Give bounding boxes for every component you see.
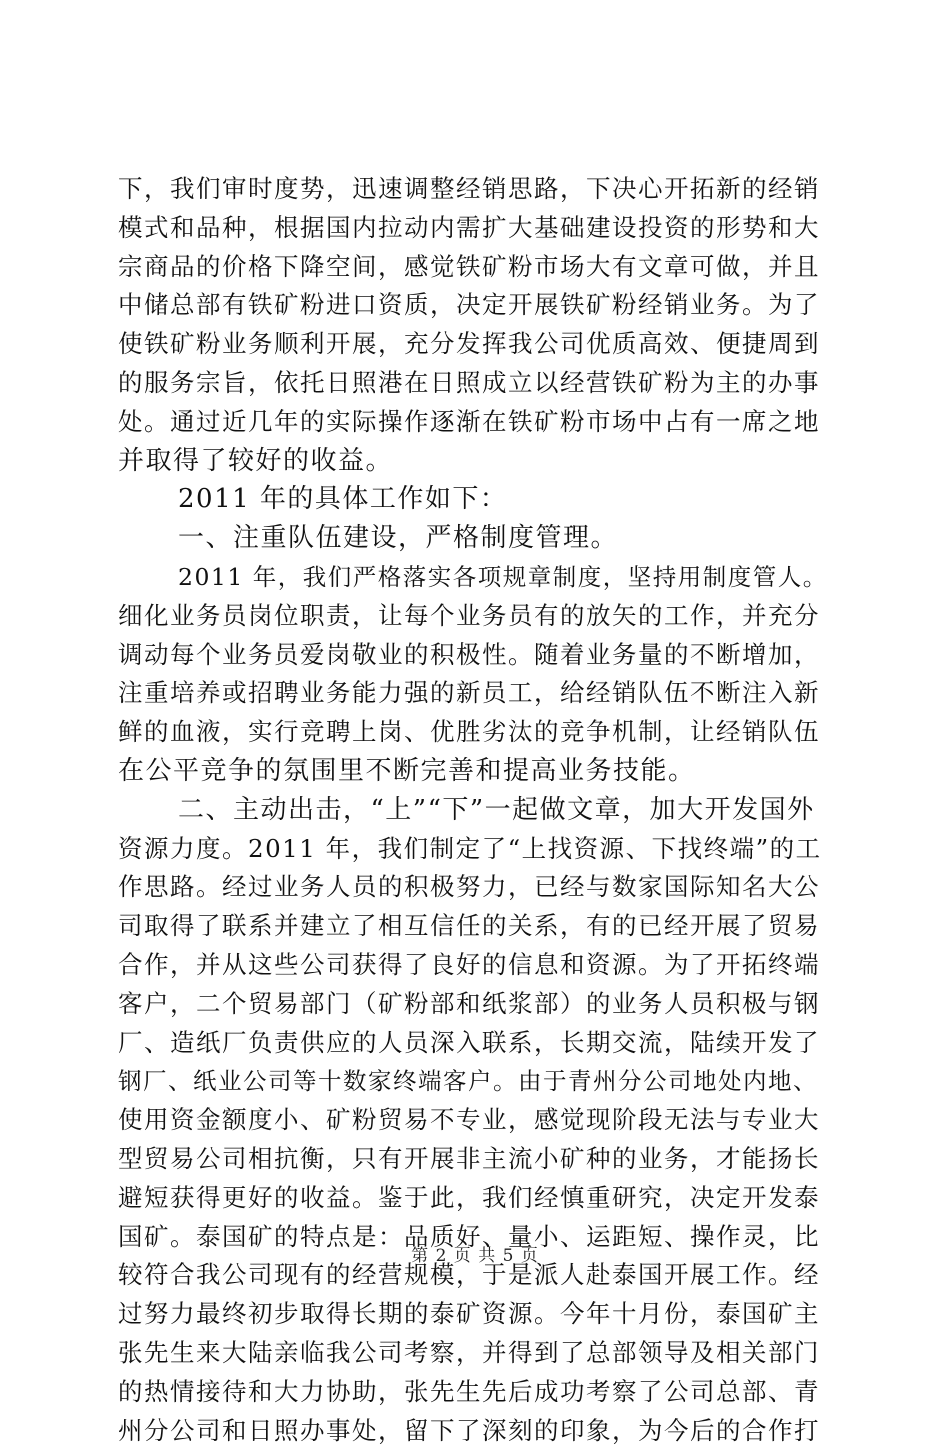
text-line: 钢厂、纸业公司等十数家终端客户。由于青州分公司地处内地、 xyxy=(118,1062,828,1101)
text-line: 使用资金额度小、矿粉贸易不专业，感觉现阶段无法与专业大 xyxy=(118,1101,828,1140)
text-line: 处。通过近几年的实际操作逐渐在铁矿粉市场中占有一席之地 xyxy=(118,403,828,442)
text-line: 二、主动出击，“上”“下”一起做文章，加大开发国外 xyxy=(118,791,828,830)
text-line: 作思路。经过业务人员的积极努力，已经与数家国际知名大公 xyxy=(118,868,828,907)
text-line: 的热情接待和大力协助，张先生先后成功考察了公司总部、青 xyxy=(118,1373,828,1412)
text-line: 张先生来大陆亲临我公司考察，并得到了总部领导及相关部门 xyxy=(118,1334,828,1373)
text-line: 的服务宗旨，依托日照港在日照成立以经营铁矿粉为主的办事 xyxy=(118,364,828,403)
text-line: 宗商品的价格下降空间，感觉铁矿粉市场大有文章可做，并且 xyxy=(118,248,828,287)
text-line: 客户，二个贸易部门（矿粉部和纸浆部）的业务人员积极与钢 xyxy=(118,985,828,1024)
text-line: 使铁矿粉业务顺利开展，充分发挥我公司优质高效、便捷周到 xyxy=(118,325,828,364)
text-line: 型贸易公司相抗衡，只有开展非主流小矿种的业务，才能扬长 xyxy=(118,1140,828,1179)
text-line: 下，我们审时度势，迅速调整经销思路，下决心开拓新的经销 xyxy=(118,170,828,209)
text-line: 州分公司和日照办事处，留下了深刻的印象，为今后的合作打 xyxy=(118,1412,828,1450)
text-line: 一、注重队伍建设，严格制度管理。 xyxy=(118,519,828,558)
text-line: 2011 年，我们严格落实各项规章制度，坚持用制度管人。 xyxy=(118,558,828,597)
text-line: 避短获得更好的收益。鉴于此，我们经慎重研究，决定开发泰 xyxy=(118,1179,828,1218)
text-line: 注重培养或招聘业务能力强的新员工，给经销队伍不断注入新 xyxy=(118,674,828,713)
text-line: 鲜的血液，实行竞聘上岗、优胜劣汰的竞争机制，让经销队伍 xyxy=(118,713,828,752)
text-line: 司取得了联系并建立了相互信任的关系，有的已经开展了贸易 xyxy=(118,907,828,946)
text-line: 模式和品种，根据国内拉动内需扩大基础建设投资的形势和大 xyxy=(118,209,828,248)
text-line: 较符合我公司现有的经营规模，于是派人赴泰国开展工作。经 xyxy=(118,1256,828,1295)
text-line: 在公平竞争的氛围里不断完善和提高业务技能。 xyxy=(118,752,828,791)
text-line: 2011 年的具体工作如下： xyxy=(118,480,828,519)
text-line: 国矿。泰国矿的特点是：品质好、量小、运距短、操作灵，比 xyxy=(118,1218,828,1257)
text-line: 中储总部有铁矿粉进口资质，决定开展铁矿粉经销业务。为了 xyxy=(118,286,828,325)
text-line: 资源力度。2011 年，我们制定了“上找资源、下找终端”的工 xyxy=(118,830,828,869)
text-line: 并取得了较好的收益。 xyxy=(118,442,828,481)
text-line: 细化业务员岗位职责，让每个业务员有的放矢的工作，并充分 xyxy=(118,597,828,636)
text-line: 过努力最终初步取得长期的泰矿资源。今年十月份，泰国矿主 xyxy=(118,1295,828,1334)
text-line: 厂、造纸厂负责供应的人员深入联系，长期交流，陆续开发了 xyxy=(118,1024,828,1063)
text-line: 合作，并从这些公司获得了良好的信息和资源。为了开拓终端 xyxy=(118,946,828,985)
text-line: 调动每个业务员爱岗敬业的积极性。随着业务量的不断增加， xyxy=(118,636,828,675)
page-footer: 第 2 页 共 5 页 xyxy=(0,1241,950,1266)
